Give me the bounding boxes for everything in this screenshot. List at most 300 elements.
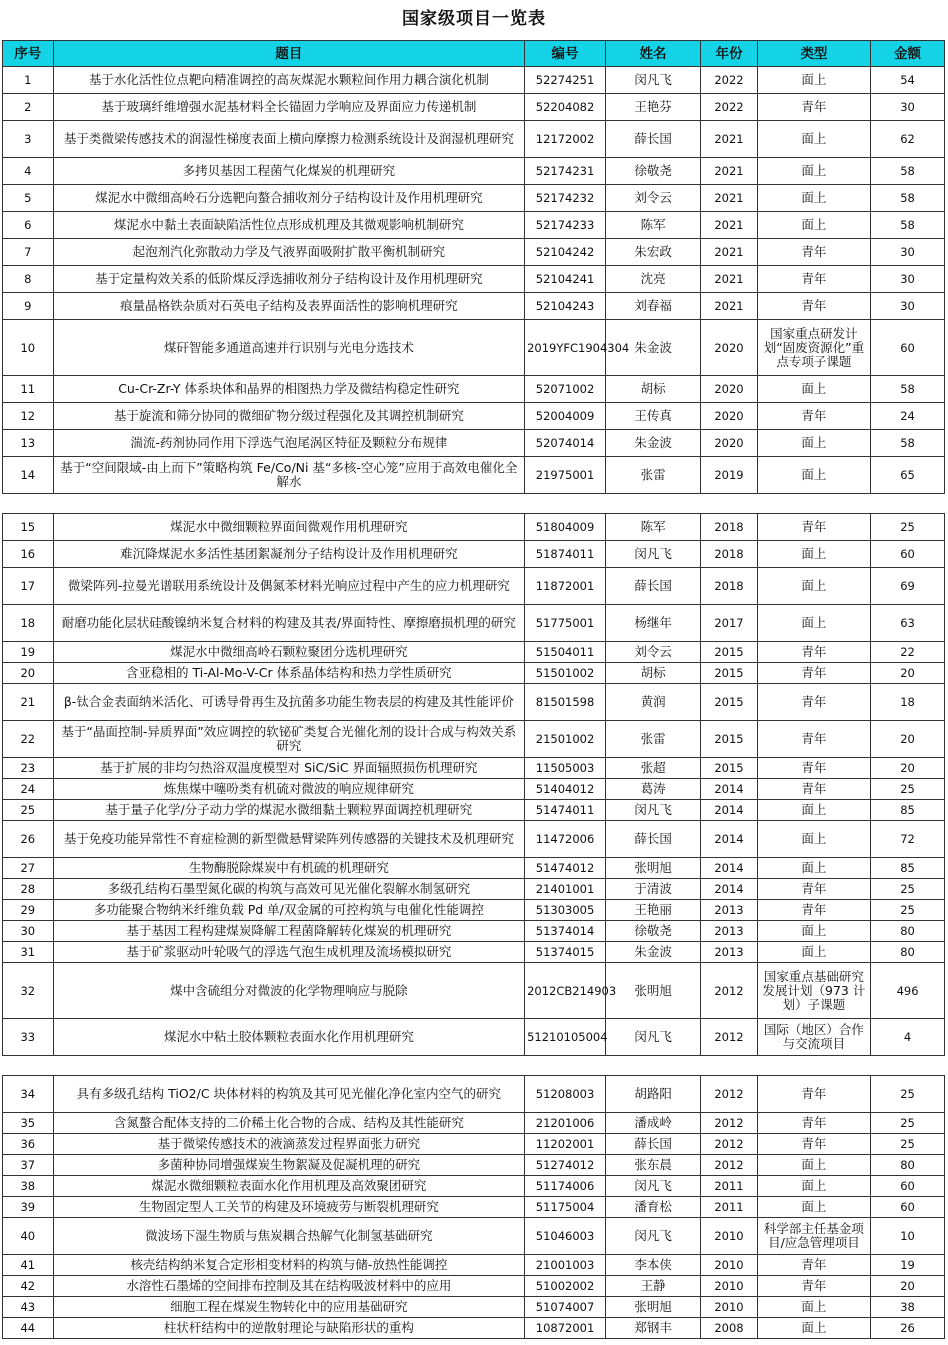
cell-year: 2014 [701,858,758,879]
cell-code: 52074014 [525,430,606,457]
cell-amount: 25 [871,900,945,921]
cell-type: 国家重点基础研究发展计划（973 计划）子课题 [757,963,870,1019]
header-name: 姓名 [606,41,701,67]
cell-code: 52274251 [525,67,606,94]
cell-name: 闵凡飞 [606,1019,701,1056]
projects-table-part-2 [2,513,945,1056]
cell-title: 基于矿浆驱动叶轮吸气的浮选气泡生成机理及流场模拟研究 [53,942,525,963]
cell-year: 2018 [701,568,758,605]
cell-amount: 19 [871,1255,945,1276]
cell-name: 张明旭 [606,963,701,1019]
cell-code: 51374015 [525,942,606,963]
cell-name: 张明旭 [606,858,701,879]
cell-type: 国际（地区）合作与交流项目 [757,1019,870,1056]
cell-no: 1 [3,67,54,94]
cell-year: 2012 [701,1113,758,1134]
cell-title: 核壳结构纳米复合定形相变材料的构筑与储-放热性能调控 [53,1255,525,1276]
cell-year: 2019 [701,457,758,494]
cell-code: 52174233 [525,212,606,239]
cell-year: 2011 [701,1176,758,1197]
cell-code: 11202001 [525,1134,606,1155]
header-type: 类型 [757,41,870,67]
table-row [3,121,945,158]
cell-amount: 58 [871,212,945,239]
cell-code: 10872001 [525,1318,606,1339]
table-row [3,266,945,293]
cell-type: 面上 [757,800,870,821]
cell-name: 王艳芬 [606,94,701,121]
cell-name: 徐敬尧 [606,158,701,185]
cell-year: 2021 [701,293,758,320]
cell-no: 40 [3,1218,54,1255]
table-row [3,185,945,212]
cell-no: 33 [3,1019,54,1056]
cell-amount: 25 [871,1134,945,1155]
cell-no: 38 [3,1176,54,1197]
cell-title: 生物固定型人工关节的构建及环境疲劳与断裂机理研究 [53,1197,525,1218]
cell-type: 青年 [757,1113,870,1134]
cell-no: 9 [3,293,54,320]
table-row [3,684,945,721]
cell-name: 黄润 [606,684,701,721]
cell-type: 面上 [757,121,870,158]
table-row [3,541,945,568]
table-row [3,158,945,185]
cell-amount: 20 [871,663,945,684]
cell-year: 2014 [701,879,758,900]
cell-no: 24 [3,779,54,800]
cell-year: 2017 [701,605,758,642]
cell-type: 面上 [757,1297,870,1318]
cell-name: 朱金波 [606,942,701,963]
cell-type: 青年 [757,1276,870,1297]
cell-year: 2012 [701,963,758,1019]
table-row [3,821,945,858]
cell-amount: 25 [871,1076,945,1113]
cell-no: 36 [3,1134,54,1155]
cell-type: 面上 [757,185,870,212]
cell-code: 51474012 [525,858,606,879]
cell-code: 51002002 [525,1276,606,1297]
cell-type: 青年 [757,721,870,758]
cell-amount: 80 [871,921,945,942]
header-no: 序号 [3,41,54,67]
cell-year: 2010 [701,1297,758,1318]
table-row [3,67,945,94]
cell-year: 2012 [701,1134,758,1155]
cell-year: 2015 [701,721,758,758]
table-row [3,858,945,879]
cell-amount: 80 [871,942,945,963]
cell-amount: 69 [871,568,945,605]
cell-year: 2021 [701,239,758,266]
cell-type: 青年 [757,403,870,430]
cell-code: 52071002 [525,376,606,403]
cell-type: 青年 [757,900,870,921]
cell-title: 煤泥水中粘土胶体颗粒表面水化作用机理研究 [53,1019,525,1056]
cell-type: 面上 [757,605,870,642]
cell-code: 51208003 [525,1076,606,1113]
cell-type: 面上 [757,1155,870,1176]
cell-amount: 58 [871,430,945,457]
cell-year: 2020 [701,376,758,403]
table-row [3,779,945,800]
cell-amount: 65 [871,457,945,494]
table-row [3,1297,945,1318]
cell-title: 基于基因工程构建煤炭降解工程菌降解转化煤炭的机理研究 [53,921,525,942]
cell-year: 2015 [701,642,758,663]
cell-type: 青年 [757,642,870,663]
cell-amount: 60 [871,1197,945,1218]
cell-code: 51501002 [525,663,606,684]
cell-type: 青年 [757,514,870,541]
table-row [3,514,945,541]
cell-name: 杨继年 [606,605,701,642]
cell-name: 李本侠 [606,1255,701,1276]
cell-title: 基于量子化学/分子动力学的煤泥水微细黏土颗粒界面调控机理研究 [53,800,525,821]
cell-code: 52104243 [525,293,606,320]
table-row [3,1255,945,1276]
cell-code: 21001003 [525,1255,606,1276]
cell-code: 2019YFC1904304 [525,320,606,376]
cell-no: 25 [3,800,54,821]
cell-title: 痕量晶格铁杂质对石英电子结构及表界面活性的影响机理研究 [53,293,525,320]
cell-type: 面上 [757,457,870,494]
cell-code: 52174231 [525,158,606,185]
cell-amount: 58 [871,185,945,212]
table-row [3,320,945,376]
cell-name: 薛长国 [606,1134,701,1155]
table-row [3,430,945,457]
table-row [3,403,945,430]
cell-type: 面上 [757,541,870,568]
cell-name: 朱金波 [606,430,701,457]
cell-title: 具有多级孔结构 TiO2/C 块体材料的构筑及其可见光催化净化室内空气的研究 [53,1076,525,1113]
header-title: 题目 [53,41,525,67]
cell-year: 2014 [701,800,758,821]
cell-amount: 85 [871,858,945,879]
cell-name: 刘令云 [606,642,701,663]
cell-amount: 25 [871,879,945,900]
cell-name: 潘育松 [606,1197,701,1218]
cell-amount: 38 [871,1297,945,1318]
table-row [3,1176,945,1197]
cell-amount: 22 [871,642,945,663]
cell-type: 面上 [757,1318,870,1339]
table-row [3,457,945,494]
cell-year: 2014 [701,821,758,858]
cell-name: 张明旭 [606,1297,701,1318]
table-row [3,800,945,821]
cell-code: 11505003 [525,758,606,779]
cell-no: 17 [3,568,54,605]
cell-code: 2012CB214903 [525,963,606,1019]
cell-no: 6 [3,212,54,239]
cell-type: 青年 [757,1134,870,1155]
cell-no: 3 [3,121,54,158]
cell-title: 基于旋流和筛分协同的微细矿物分级过程强化及其调控机制研究 [53,403,525,430]
cell-type: 面上 [757,158,870,185]
cell-year: 2021 [701,121,758,158]
cell-year: 2014 [701,779,758,800]
cell-type: 面上 [757,1197,870,1218]
table-row [3,293,945,320]
cell-no: 43 [3,1297,54,1318]
cell-amount: 26 [871,1318,945,1339]
cell-title: 基于微梁传感技术的液滴蒸发过程界面张力研究 [53,1134,525,1155]
cell-name: 闵凡飞 [606,67,701,94]
cell-amount: 30 [871,239,945,266]
cell-title: 基于水化活性位点靶向精准调控的高灰煤泥水颗粒间作用力耦合演化机制 [53,67,525,94]
cell-code: 51775001 [525,605,606,642]
cell-name: 郑钢丰 [606,1318,701,1339]
cell-title: 湍流-药剂协同作用下浮选气泡尾涡区特征及颗粒分布规律 [53,430,525,457]
cell-type: 面上 [757,212,870,239]
table-row [3,1113,945,1134]
table-row [3,942,945,963]
cell-code: 52204082 [525,94,606,121]
cell-code: 52004009 [525,403,606,430]
cell-year: 2021 [701,212,758,239]
cell-code: 51210105004 [525,1019,606,1056]
cell-amount: 63 [871,605,945,642]
cell-no: 29 [3,900,54,921]
cell-type: 面上 [757,942,870,963]
cell-name: 胡标 [606,663,701,684]
cell-amount: 60 [871,320,945,376]
cell-amount: 20 [871,758,945,779]
cell-no: 12 [3,403,54,430]
cell-type: 青年 [757,663,870,684]
cell-type: 面上 [757,430,870,457]
cell-amount: 54 [871,67,945,94]
cell-year: 2011 [701,1197,758,1218]
cell-year: 2010 [701,1255,758,1276]
cell-no: 26 [3,821,54,858]
cell-type: 青年 [757,239,870,266]
cell-amount: 85 [871,800,945,821]
cell-year: 2015 [701,663,758,684]
cell-no: 4 [3,158,54,185]
cell-title: 煤泥水中黏土表面缺陷活性位点形成机理及其微观影响机制研究 [53,212,525,239]
table-row [3,1134,945,1155]
cell-name: 薛长国 [606,568,701,605]
cell-no: 20 [3,663,54,684]
cell-code: 21201006 [525,1113,606,1134]
cell-title: 煤矸智能多通道高速并行识别与光电分选技术 [53,320,525,376]
cell-name: 闵凡飞 [606,541,701,568]
cell-no: 42 [3,1276,54,1297]
cell-year: 2021 [701,158,758,185]
cell-amount: 30 [871,94,945,121]
cell-type: 国家重点研发计划“固废资源化”重点专项子课题 [757,320,870,376]
cell-code: 51474011 [525,800,606,821]
cell-year: 2015 [701,684,758,721]
table-row [3,94,945,121]
cell-amount: 20 [871,721,945,758]
cell-year: 2022 [701,67,758,94]
cell-name: 闵凡飞 [606,1176,701,1197]
table-row [3,605,945,642]
cell-no: 2 [3,94,54,121]
cell-name: 张东晨 [606,1155,701,1176]
cell-code: 51404012 [525,779,606,800]
cell-year: 2012 [701,1076,758,1113]
cell-title: 难沉降煤泥水多活性基团絮凝剂分子结构设计及作用机理研究 [53,541,525,568]
cell-name: 刘令云 [606,185,701,212]
cell-type: 科学部主任基金项目/应急管理项目 [757,1218,870,1255]
cell-no: 44 [3,1318,54,1339]
cell-title: 煤泥水中微细高岭石颗粒聚团分选机理研究 [53,642,525,663]
cell-year: 2010 [701,1276,758,1297]
cell-code: 51046003 [525,1218,606,1255]
cell-title: 多级孔结构石墨型氮化碳的构筑与高效可见光催化裂解水制氢研究 [53,879,525,900]
cell-title: 炼焦煤中噻吩类有机硫对微波的响应规律研究 [53,779,525,800]
cell-title: 柱状杆结构中的逆散射理论与缺陷形状的重构 [53,1318,525,1339]
table-row [3,239,945,266]
cell-title: 生物酶脱除煤炭中有机硫的机理研究 [53,858,525,879]
cell-name: 刘春福 [606,293,701,320]
cell-name: 潘成岭 [606,1113,701,1134]
projects-table-part-3 [2,1075,945,1339]
cell-code: 12172002 [525,121,606,158]
cell-year: 2020 [701,403,758,430]
cell-name: 朱金波 [606,320,701,376]
cell-code: 51374014 [525,921,606,942]
cell-year: 2013 [701,942,758,963]
cell-code: 51804009 [525,514,606,541]
cell-title: 基于免疫功能异常性不育症检测的新型微悬臂梁阵列传感器的关键技术及机理研究 [53,821,525,858]
cell-no: 27 [3,858,54,879]
header-code: 编号 [525,41,606,67]
cell-amount: 58 [871,158,945,185]
table-row [3,663,945,684]
cell-code: 21975001 [525,457,606,494]
cell-type: 青年 [757,684,870,721]
cell-type: 面上 [757,376,870,403]
page-title: 国家级项目一览表 [402,9,546,29]
cell-title: β-钛合金表面纳米活化、可诱导骨再生及抗菌多功能生物表层的构建及其性能评价 [53,684,525,721]
cell-name: 徐敬尧 [606,921,701,942]
cell-year: 2021 [701,266,758,293]
cell-no: 10 [3,320,54,376]
cell-year: 2013 [701,921,758,942]
cell-type: 面上 [757,821,870,858]
cell-name: 胡路阳 [606,1076,701,1113]
cell-year: 2010 [701,1218,758,1255]
cell-amount: 10 [871,1218,945,1255]
cell-name: 朱宏政 [606,239,701,266]
cell-no: 35 [3,1113,54,1134]
table-row [3,900,945,921]
cell-no: 23 [3,758,54,779]
cell-type: 面上 [757,858,870,879]
cell-year: 2018 [701,514,758,541]
cell-amount: 20 [871,1276,945,1297]
cell-no: 32 [3,963,54,1019]
cell-title: 煤中含硫组分对微波的化学物理响应与脱除 [53,963,525,1019]
cell-name: 张雷 [606,457,701,494]
cell-code: 52174232 [525,185,606,212]
cell-no: 31 [3,942,54,963]
cell-type: 青年 [757,879,870,900]
cell-title: 煤泥水微细颗粒表面水化作用机理及高效聚团研究 [53,1176,525,1197]
cell-type: 面上 [757,568,870,605]
cell-title: 基于“空间限域-由上而下”策略构筑 Fe/Co/Ni 基“多核-空心笼”应用于高效电催化全解水 [53,457,525,494]
cell-no: 21 [3,684,54,721]
cell-code: 21401001 [525,879,606,900]
cell-code: 52104241 [525,266,606,293]
table-row [3,642,945,663]
cell-amount: 62 [871,121,945,158]
cell-year: 2008 [701,1318,758,1339]
cell-title: 起泡剂汽化弥散动力学及气液界面吸附扩散平衡机制研究 [53,239,525,266]
cell-year: 2018 [701,541,758,568]
cell-amount: 60 [871,1176,945,1197]
cell-type: 青年 [757,94,870,121]
cell-code: 51175004 [525,1197,606,1218]
cell-code: 51303005 [525,900,606,921]
table-row [3,1218,945,1255]
cell-code: 11472006 [525,821,606,858]
table-row [3,1318,945,1339]
cell-code: 51274012 [525,1155,606,1176]
cell-no: 18 [3,605,54,642]
cell-no: 28 [3,879,54,900]
cell-amount: 80 [871,1155,945,1176]
table-row [3,568,945,605]
cell-type: 青年 [757,266,870,293]
cell-no: 30 [3,921,54,942]
cell-name: 张雷 [606,721,701,758]
cell-name: 沈亮 [606,266,701,293]
cell-name: 王传真 [606,403,701,430]
header-amount: 金额 [871,41,945,67]
cell-title: Cu-Cr-Zr-Y 体系块体和晶界的相图热力学及微结构稳定性研究 [53,376,525,403]
table-row [3,376,945,403]
cell-type: 青年 [757,293,870,320]
cell-title: 多菌种协同增强煤炭生物絮凝及促凝机理的研究 [53,1155,525,1176]
cell-code: 21501002 [525,721,606,758]
cell-year: 2022 [701,94,758,121]
cell-title: 基于定量构效关系的低阶煤反浮选捕收剂分子结构设计及作用机理研究 [53,266,525,293]
cell-no: 13 [3,430,54,457]
cell-no: 11 [3,376,54,403]
cell-name: 胡标 [606,376,701,403]
cell-amount: 72 [871,821,945,858]
cell-title: 水溶性石墨烯的空间排布控制及其在结构吸波材料中的应用 [53,1276,525,1297]
cell-code: 51074007 [525,1297,606,1318]
cell-no: 5 [3,185,54,212]
table-row [3,1276,945,1297]
cell-type: 面上 [757,921,870,942]
cell-type: 青年 [757,758,870,779]
cell-type: 面上 [757,1176,870,1197]
cell-amount: 58 [871,376,945,403]
cell-amount: 18 [871,684,945,721]
cell-type: 青年 [757,779,870,800]
cell-title: 基于类微梁传感技术的润湿性梯度表面上横向摩擦力检测系统设计及润湿机理研究 [53,121,525,158]
cell-name: 王艳丽 [606,900,701,921]
cell-no: 37 [3,1155,54,1176]
table-row [3,212,945,239]
cell-code: 52104242 [525,239,606,266]
cell-type: 青年 [757,1255,870,1276]
cell-amount: 60 [871,541,945,568]
table-row [3,758,945,779]
cell-amount: 4 [871,1019,945,1056]
table-row [3,921,945,942]
